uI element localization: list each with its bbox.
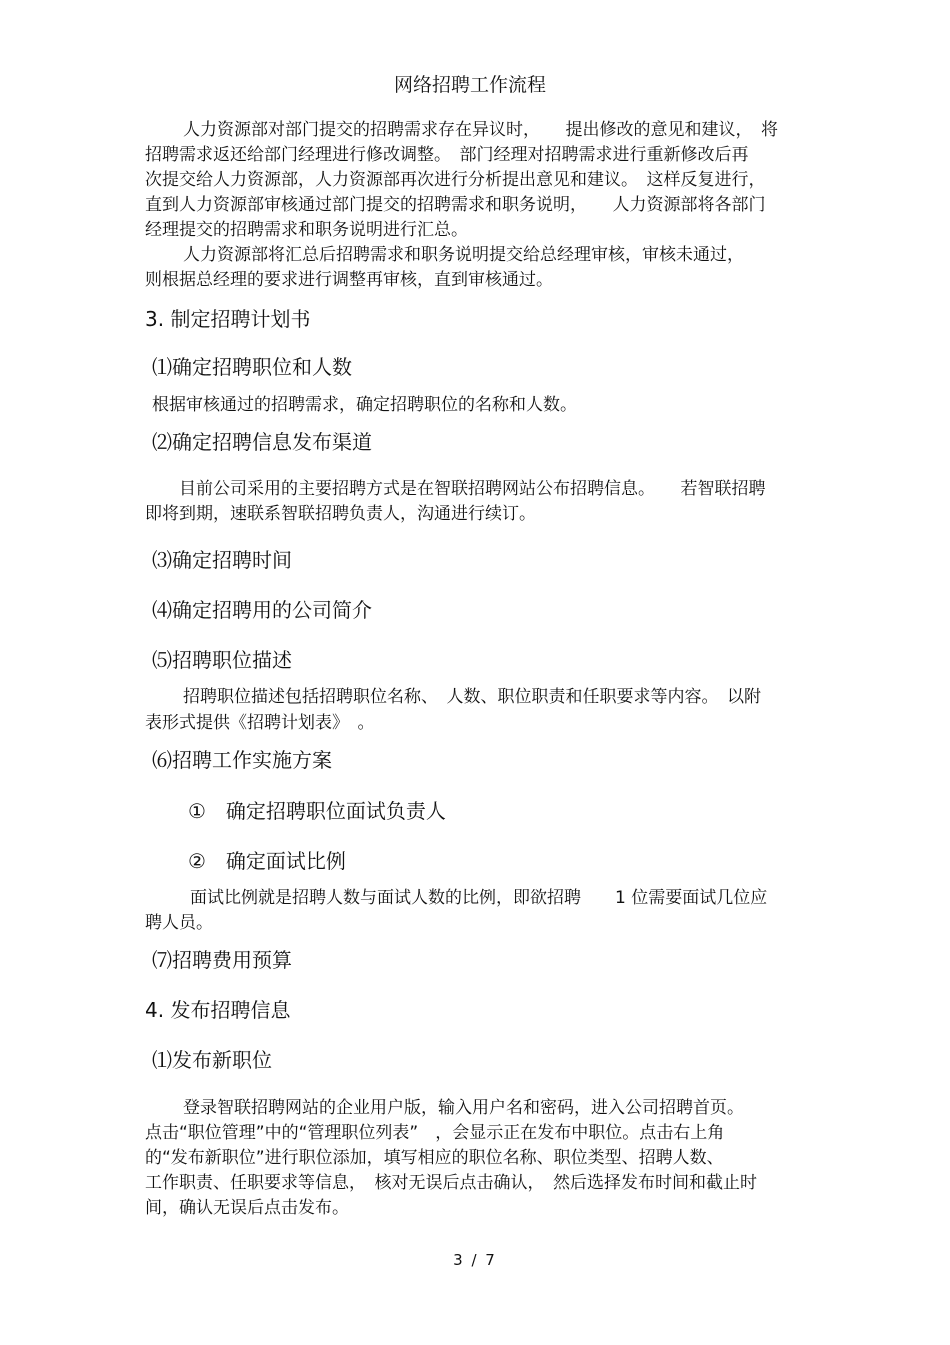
- section-3-4-heading: ⑷确定招聘用的公司简介: [152, 598, 372, 622]
- section-3-1-text: 根据审核通过的招聘需求，确定招聘职位的名称和人数。: [152, 395, 577, 415]
- section-4-1-text-line-4: 工作职责、任职要求等信息， 核对无误后点击确认， 然后选择发布时间和截止时: [145, 1173, 757, 1193]
- document-title: 网络招聘工作流程: [393, 74, 546, 96]
- section-3-6-item-2: ② 确定面试比例: [188, 849, 346, 873]
- section-3-5-text-line-2: 表形式提供《招聘计划表》 。: [145, 713, 375, 733]
- section-3-2-heading: ⑵确定招聘信息发布渠道: [152, 430, 372, 454]
- intro-p2-line-2: 则根据总经理的要求进行调整再审核，直到审核通过。: [145, 270, 553, 290]
- section-3-3-heading: ⑶确定招聘时间: [152, 548, 292, 572]
- intro-p1-line-3: 次提交给人力资源部，人力资源部再次进行分析提出意见和建议。 这样反复进行，: [145, 170, 766, 190]
- section-3-6-item-1: ① 确定招聘职位面试负责人: [188, 799, 446, 823]
- intro-p2-line-1: 人力资源部将汇总后招聘需求和职务说明提交给总经理审核，审核未通过，: [183, 245, 744, 265]
- section-4-1-text-line-3: 的“发布新职位”进行职位添加，填写相应的职位名称、职位类型、招聘人数、: [145, 1148, 724, 1168]
- section-3-6-heading: ⑹招聘工作实施方案: [152, 748, 332, 772]
- section-3-heading: 3. 制定招聘计划书: [145, 307, 311, 331]
- section-3-5-heading: ⑸招聘职位描述: [152, 648, 292, 672]
- section-3-2-text-line-2: 即将到期，速联系智联招聘负责人，沟通进行续订。: [145, 504, 536, 524]
- intro-p1-line-2: 招聘需求返还给部门经理进行修改调整。 部门经理对招聘需求进行重新修改后再: [145, 145, 749, 165]
- section-3-7-heading: ⑺招聘费用预算: [152, 948, 292, 972]
- intro-p1-line-4: 直到人力资源部审核通过部门提交的招聘需求和职务说明， 人力资源部将各部门: [145, 195, 766, 215]
- intro-p1-line-1: 人力资源部对部门提交的招聘需求存在异议时， 提出修改的意见和建议， 将: [183, 120, 778, 140]
- section-3-2-text-line-1: 目前公司采用的主要招聘方式是在智联招聘网站公布招聘信息。 若智联招聘: [179, 479, 766, 499]
- page-number: 3 / 7: [453, 1251, 497, 1269]
- section-4-heading: 4. 发布招聘信息: [145, 998, 291, 1022]
- section-4-1-text-line-2: 点击“职位管理”中的“管理职位列表” ，会显示正在发布中职位。点击右上角: [145, 1123, 725, 1143]
- section-3-6-text-line-1: 面试比例就是招聘人数与面试人数的比例，即欲招聘 1 位需要面试几位应: [190, 888, 768, 908]
- section-4-1-text-line-1: 登录智联招聘网站的企业用户版，输入用户名和密码，进入公司招聘首页。: [183, 1098, 744, 1118]
- intro-p1-line-5: 经理提交的招聘需求和职务说明进行汇总。: [145, 220, 468, 240]
- section-4-1-text-line-5: 间，确认无误后点击发布。: [145, 1198, 349, 1218]
- section-4-1-heading: ⑴发布新职位: [152, 1048, 272, 1072]
- section-3-5-text-line-1: 招聘职位描述包括招聘职位名称、 人数、职位职责和任职要求等内容。 以附: [183, 687, 761, 707]
- section-3-6-text-line-2: 聘人员。: [145, 913, 213, 933]
- section-3-1-heading: ⑴确定招聘职位和人数: [152, 355, 352, 379]
